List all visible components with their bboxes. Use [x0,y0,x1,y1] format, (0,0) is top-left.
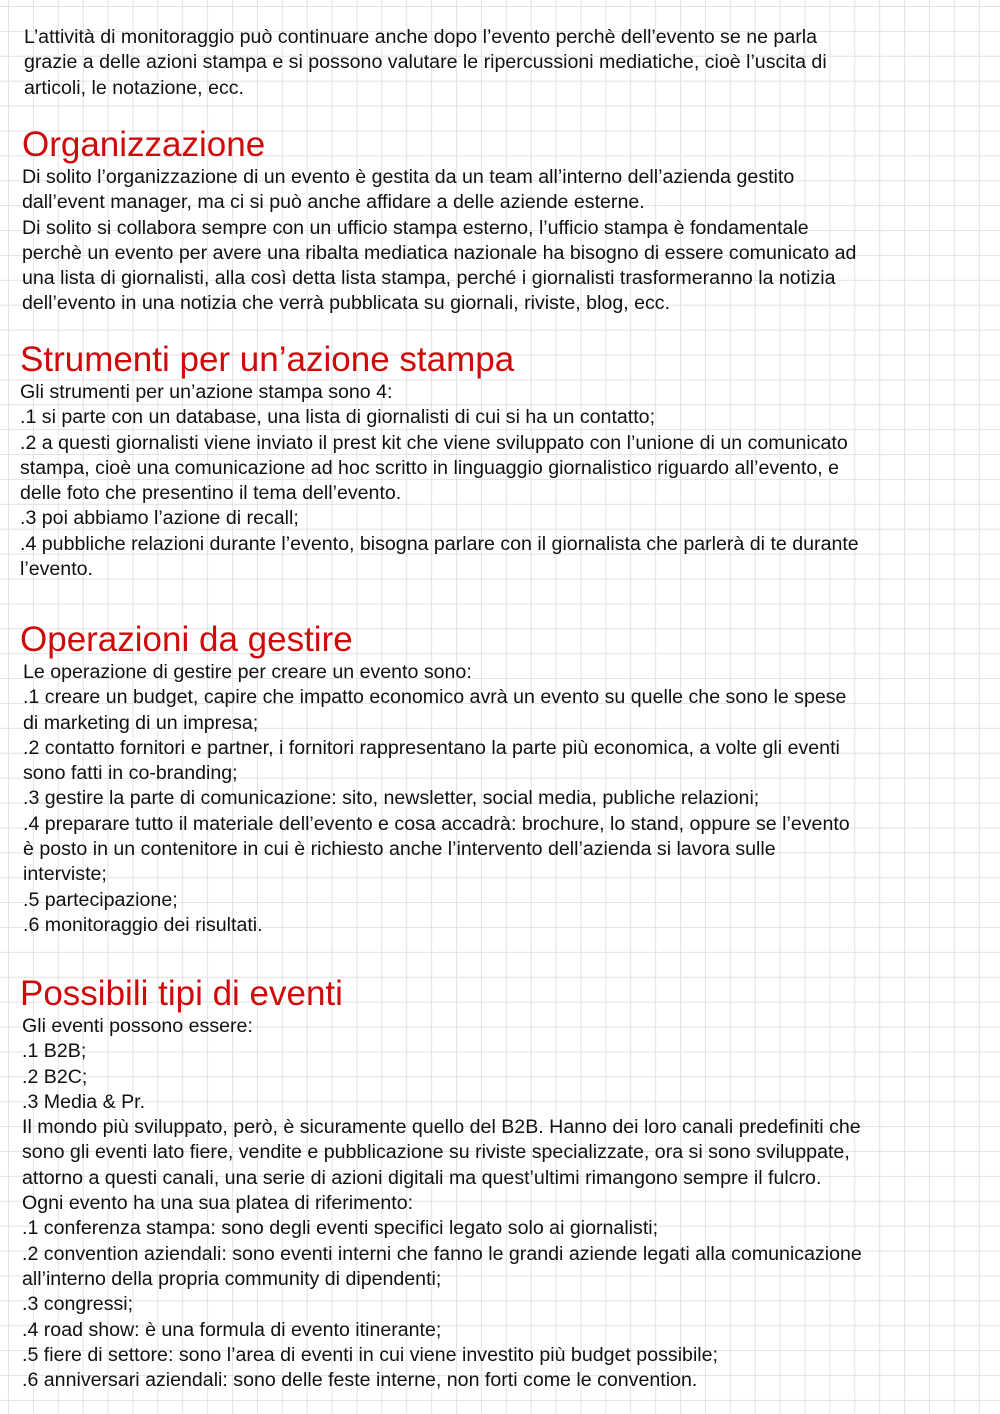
section-heading: Possibili tipi di eventi [20,974,343,1013]
text-line: .2 B2C; [22,1065,88,1088]
text-line: stampa, cioè una comunicazione ad hoc scritto in linguaggio giornalistico riguardo all’evento, e [20,456,840,479]
text-line: Di solito l’organizzazione di un evento è gestita da un team all’interno dell’azienda gestito [22,166,795,188]
operazioni-paragraph [20,660,980,938]
tipi-paragraph [20,1014,980,1393]
text-line: .5 partecipazione; [23,888,178,911]
text-line: .2 contatto fornitori e partner, i fornitori rappresentano la parte più economica, a volte gli eventi [23,736,840,759]
text-line: .3 congressi; [22,1293,134,1316]
strumenti-paragraph [20,380,980,582]
text-line: .6 monitoraggio dei risultati. [23,913,263,936]
text-line: interviste; [23,863,107,886]
text-line: .6 anniversari aziendali: sono delle feste interne, non forti come le convention. [22,1369,698,1392]
text-line: Di solito si collabora sempre con un ufficio stampa esterno, l’ufficio stampa è fondamentale [22,216,809,239]
text-line: di marketing di un impresa; [23,711,259,734]
text-line: Ogni evento ha una sua platea di riferimento: [22,1192,414,1215]
text-line: Le operazione di gestire per creare un evento sono: [23,661,472,683]
text-line: perchè un evento per avere una ribalta mediatica nazionale ha bisogno di essere comunicato ad [22,241,857,264]
text-line: sono fatti in co-branding; [23,762,238,785]
text-line: sono gli eventi lato fiere, vendite e pubblicazione su riviste specializzate, ora si sono sviluppate, [22,1141,850,1164]
text-line: .3 Media & Pr. [22,1090,146,1113]
tipi-section [20,974,980,1393]
text-line: una lista di giornalisti, alla così detta lista stampa, perché i giornalisti trasformeranno la notizia [22,267,836,290]
text-line: .2 convention aziendali: sono eventi interni che fanno le grandi aziende legati alla comunicazione [22,1242,862,1265]
text-line: è posto in un contenitore in cui è richiesto anche l’intervento dell’azienda si lavora sulle [23,838,776,861]
intro-section [24,25,984,101]
text-line: .2 a questi giornalisti viene inviato il prest kit che viene sviluppato con l’unione di un comunicato [20,431,848,454]
organizzazione-section [22,125,982,317]
text-line: .1 creare un budget, capire che impatto economico avrà un evento su quelle che sono le spese [23,686,847,709]
strumenti-section [20,340,980,582]
text-line: Il mondo più sviluppato, però, è sicuramente quello del B2B. Hanno dei loro canali predefiniti che [22,1116,861,1139]
text-line: L’attività di monitoraggio può continuare anche dopo l’evento perchè dell’evento se ne parla [24,26,818,48]
text-line: .4 preparare tutto il materiale dell’evento e cosa accadrà: brochure, lo stand, oppure se l’evento [23,812,850,835]
text-line: dall’event manager, ma ci si può anche affidare a delle aziende esterne. [22,191,645,214]
text-line: delle foto che presentino il tema dell’evento. [20,482,402,505]
text-line: dell’evento in una notizia che verrà pubblicata su giornali, riviste, blog, ecc. [22,292,671,315]
text-line: articoli, le notazione, ecc. [24,76,244,99]
text-line: .4 pubbliche relazioni durante l’evento, bisogna parlare con il giornalista che parlerà di te durante [20,532,859,555]
text-line: grazie a delle azioni stampa e si possono valutare le ripercussioni mediatiche, cioè l’uscita di [24,51,827,74]
section-heading: Strumenti per un’azione stampa [20,340,515,379]
text-line: l’evento. [20,558,93,581]
text-line: all’interno della propria community di dipendenti; [22,1267,442,1290]
text-line: attorno a questi canali, una serie di azioni digitali ma quest’ultimi rimangono sempre il fulcro. [22,1166,822,1189]
text-line: .3 gestire la parte di comunicazione: sito, newsletter, social media, publiche relazioni; [23,787,760,810]
intro-paragraph [24,25,984,101]
organizzazione-paragraph [22,165,982,317]
text-line: .1 si parte con un database, una lista di giornalisti di cui si ha un contatto; [20,406,656,429]
section-heading: Organizzazione [22,125,266,164]
operazioni-section [20,620,980,938]
text-line: .4 road show: è una formula di evento itinerante; [22,1318,442,1341]
text-line: .1 conferenza stampa: sono degli eventi specifici legato solo ai giornalisti; [22,1217,659,1240]
text-line: Gli eventi possono essere: [22,1015,253,1037]
text-line: .3 poi abbiamo l’azione di recall; [20,507,299,530]
text-line: .5 fiere di settore: sono l’area di eventi in cui viene investito più budget possibile; [22,1343,718,1366]
text-line: .1 B2B; [22,1040,87,1063]
text-line: Gli strumenti per un’azione stampa sono 4: [20,381,393,403]
section-heading: Operazioni da gestire [20,620,353,659]
